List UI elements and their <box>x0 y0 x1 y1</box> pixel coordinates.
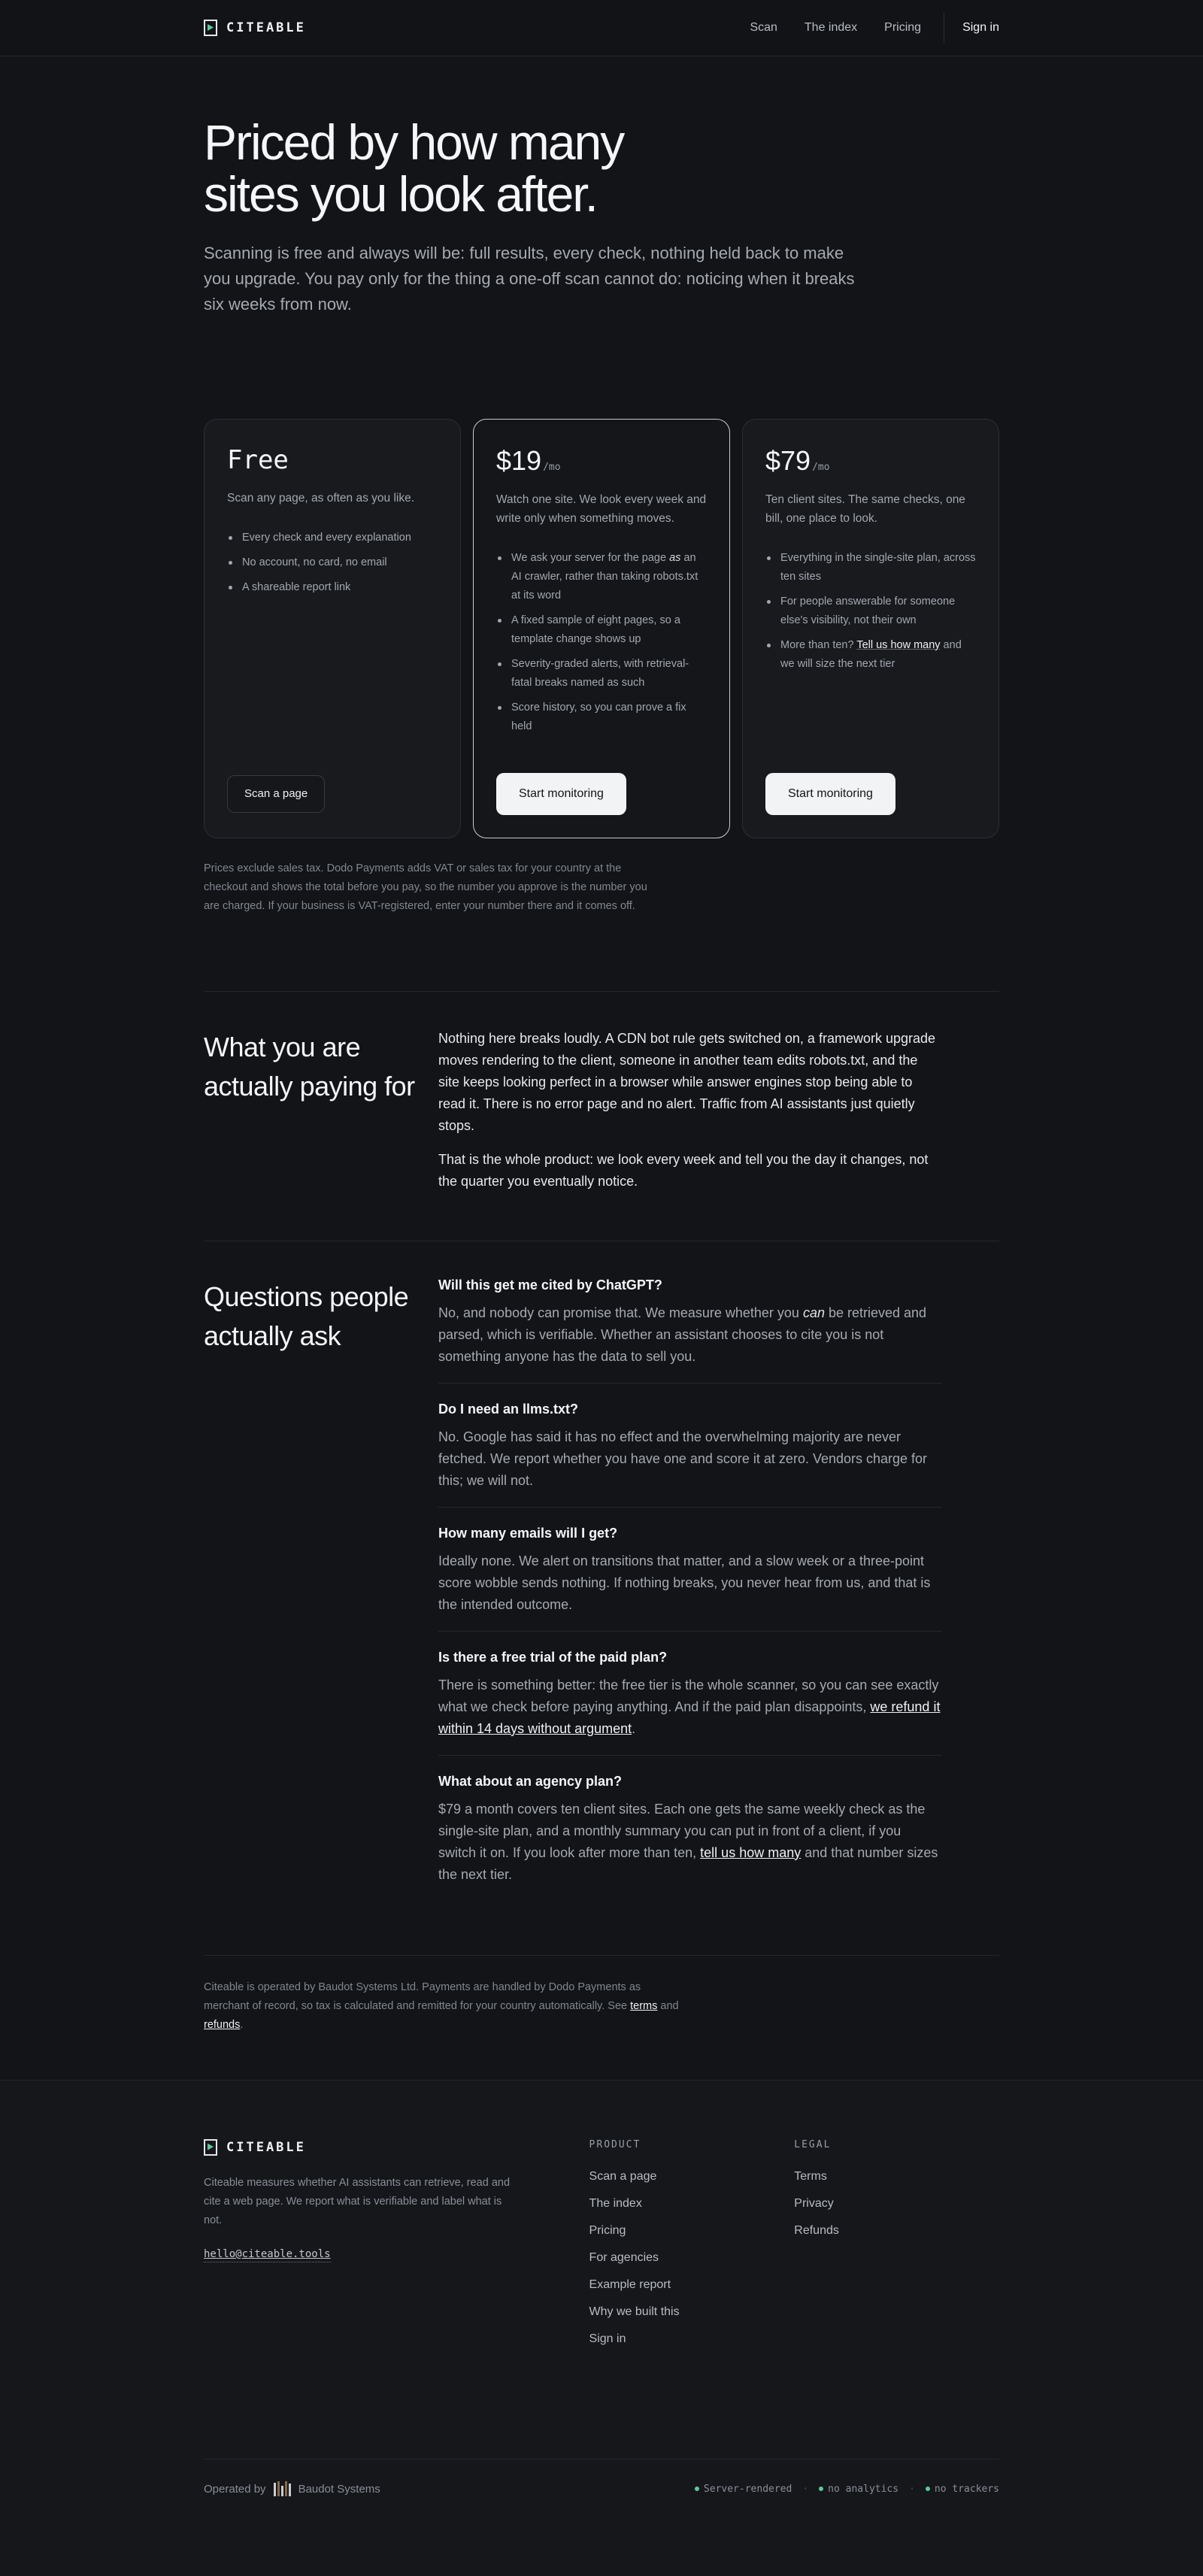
faq-answer: Ideally none. We alert on transitions that matter, and a slow week or a three-point score wobble sends nothing. If nothing breaks, you never hear from us, and that is the intended outcome. <box>438 1553 931 1612</box>
footer-link-pricing[interactable]: Pricing <box>589 2223 626 2237</box>
section-body <box>438 1028 942 1205</box>
plan-price: $19 /mo <box>496 444 561 476</box>
status-server-rendered: Server-rendered <box>695 2484 792 2495</box>
plan-feature: Everything in the single-site plan, across ten sites <box>765 549 976 586</box>
nav-pricing[interactable]: Pricing <box>884 21 922 34</box>
footer-bottom <box>204 2459 999 2519</box>
plan-feature: We ask your server for the page as an AI crawler, rather than taking robots.txt at its word <box>496 549 707 605</box>
faq-answer: There is something better: the free tier is the whole scanner, so you can see exactly what we check before paying anything. And if the paid plan disappoints, we refund it within 14 days without argument. <box>438 1677 941 1736</box>
faq-list <box>438 1277 942 1919</box>
footer-link-scan-a-page[interactable]: Scan a page <box>589 2169 657 2183</box>
plan-description: Ten client sites. The same checks, one bill, one place to look. <box>765 492 965 525</box>
page-title: Priced by how many sites you look after. <box>204 114 624 223</box>
main-nav <box>750 13 999 43</box>
pricing-plans <box>0 317 1203 838</box>
faq-answer: No, and nobody can promise that. We measure whether you can be retrieved and parsed, which is verifiable. Whether an assistant chooses to cite you is not something anyone has the data to sell you. <box>438 1305 927 1364</box>
hero-subtitle: Scanning is free and always will be: full results, every check, nothing held back to make you upgrade. You pay only for the thing a one-off scan cannot do: noticing when it breaks six weeks from now. <box>204 243 855 314</box>
paragraph: Nothing here breaks loudly. A CDN bot rule gets switched on, a framework upgrade moves rendering to the client, someone in another team edits robots.txt, and the site keeps looking perfect in a browser while answer engines stop being able to read it. There is no error page and no alert. Traffic from AI assistants just quietly stops. <box>438 1030 936 1133</box>
plan-feature: A fixed sample of eight pages, so a template change shows up <box>496 611 707 649</box>
faq-section <box>0 1241 1203 1955</box>
price-period: /mo <box>543 461 561 473</box>
start-monitoring-button[interactable]: Start monitoring <box>496 773 626 815</box>
footer-legal-column <box>794 2139 999 2359</box>
status-dot-icon <box>926 2487 930 2491</box>
faq-question: How many emails will I get? <box>438 1525 618 1541</box>
status-no-analytics: no analytics <box>819 2484 898 2495</box>
citeable-logo-icon <box>204 20 217 36</box>
brand-name: CITEABLE <box>226 20 306 35</box>
refunds-link[interactable]: refunds <box>204 2018 241 2031</box>
column-title: PRODUCT <box>589 2138 641 2150</box>
start-monitoring-agency-button[interactable]: Start monitoring <box>765 773 895 815</box>
status-dot-icon <box>819 2487 823 2491</box>
faq-question: What about an agency plan? <box>438 1773 623 1789</box>
status-separator: · <box>909 2483 915 2495</box>
what-you-pay-section <box>0 992 1203 1241</box>
plan-feature: More than ten? Tell us how many and we will size the next tier <box>765 636 976 674</box>
sign-in-link[interactable]: Sign in <box>962 21 999 34</box>
plan-free <box>204 419 461 838</box>
plan-description: Scan any page, as often as you like. <box>227 491 415 505</box>
plan-feature: Every check and every explanation <box>227 529 438 547</box>
faq-question: Do I need an llms.txt? <box>438 1401 579 1417</box>
faq-item <box>438 1650 942 1756</box>
plan-price: Free <box>227 444 289 475</box>
hero <box>0 56 1203 317</box>
status-no-trackers: no trackers <box>926 2484 999 2495</box>
status-dot-icon <box>695 2487 699 2491</box>
footer-link-privacy[interactable]: Privacy <box>794 2196 834 2210</box>
faq-item <box>438 1277 942 1383</box>
plan-single-site <box>473 419 730 838</box>
footer-top <box>204 2139 999 2359</box>
faq-item <box>438 1774 942 1901</box>
tell-us-how-many-link[interactable]: Tell us how many <box>856 638 941 651</box>
faq-item <box>438 1526 942 1632</box>
footer <box>0 2080 1203 2576</box>
column-title: LEGAL <box>794 2138 832 2150</box>
faq-item <box>438 1402 942 1508</box>
footer-link-example-report[interactable]: Example report <box>589 2277 671 2291</box>
price-period: /mo <box>812 461 830 473</box>
status-badges <box>695 2484 999 2495</box>
footer-brand <box>204 2139 589 2359</box>
nav-the-index[interactable]: The index <box>804 21 858 34</box>
brand-name: CITEABLE <box>226 2139 306 2155</box>
baudot-logo-icon <box>274 2481 291 2496</box>
plan-feature: A shareable report link <box>227 578 438 597</box>
nav-scan[interactable]: Scan <box>750 21 777 34</box>
tax-note: Prices exclude sales tax. Dodo Payments adds VAT or sales tax for your country at the checkout and shows the total before you pay, so the number you approve is the number you are charged. If your business is VAT-registered, enter your number there and it comes off. <box>204 862 647 912</box>
plan-feature: No account, no card, no email <box>227 553 438 572</box>
contact-email-link[interactable]: hello@citeable.tools <box>204 2248 331 2262</box>
plan-feature: For people answerable for someone else's visibility, not their own <box>765 592 976 630</box>
footer-link-refunds[interactable]: Refunds <box>794 2223 839 2237</box>
faq-question: Is there a free trial of the paid plan? <box>438 1649 668 1665</box>
operated-by <box>204 2481 380 2496</box>
legal-note: Citeable is operated by Baudot Systems Ltd. Payments are handled by Dodo Payments as merchant of record, so tax is calculated and remitted for your country automatically. See terms and refunds. <box>204 1980 679 2031</box>
status-separator: · <box>802 2483 809 2495</box>
plan-features <box>496 549 707 736</box>
plan-agency <box>742 419 999 838</box>
footer-product-column <box>589 2139 795 2359</box>
footer-link-for-agencies[interactable]: For agencies <box>589 2250 659 2264</box>
plan-features <box>765 549 976 674</box>
footer-link-sign-in[interactable]: Sign in <box>589 2332 626 2345</box>
brand-logo[interactable] <box>204 20 306 36</box>
section-title: What you are actually paying for <box>204 1031 415 1102</box>
footer-description: Citeable measures whether AI assistants can retrieve, read and cite a web page. We report what is verifiable and label what is not. <box>204 2176 511 2226</box>
section-title: Questions people actually ask <box>204 1280 409 1351</box>
faq-answer: $79 a month covers ten client sites. Each one gets the same weekly check as the single-site plan, and a monthly summary you can put in front of a client, if you switch it on. If you look after more than ten, tell us how many and that number sizes the next tier. <box>438 1801 938 1882</box>
faq-question: Will this get me cited by ChatGPT? <box>438 1277 662 1293</box>
faq-answer: No. Google has said it has no effect and the overwhelming majority are never fetched. We report whether you have one and score it at zero. Vendors charge for this; we will not. <box>438 1429 928 1488</box>
operator-link[interactable]: Baudot Systems <box>298 2482 380 2496</box>
plan-description: Watch one site. We look every week and write only when something moves. <box>496 492 707 525</box>
tell-us-how-many-faq-link[interactable]: tell us how many <box>700 1844 801 1860</box>
plan-feature: Severity-graded alerts, with retrieval-fatal breaks named as such <box>496 655 707 692</box>
footer-link-terms[interactable]: Terms <box>794 2169 827 2183</box>
scan-a-page-button[interactable]: Scan a page <box>227 775 325 813</box>
top-bar <box>0 0 1203 56</box>
refund-link[interactable]: we refund it within 14 days without argument <box>438 1699 941 1736</box>
footer-logo[interactable] <box>204 2139 589 2156</box>
paragraph: That is the whole product: we look every week and tell you the day it changes, not the quarter you eventually notice. <box>438 1151 929 1189</box>
plan-feature: Score history, so you can prove a fix held <box>496 699 707 736</box>
terms-link[interactable]: terms <box>630 1999 658 2012</box>
footer-link-why-we-built-this[interactable]: Why we built this <box>589 2305 680 2318</box>
plan-price: $79 /mo <box>765 444 830 476</box>
citeable-logo-icon <box>204 2139 217 2156</box>
footer-link-the-index[interactable]: The index <box>589 2196 642 2210</box>
operated-by-label: Operated by <box>204 2482 266 2496</box>
plan-features <box>227 529 438 597</box>
